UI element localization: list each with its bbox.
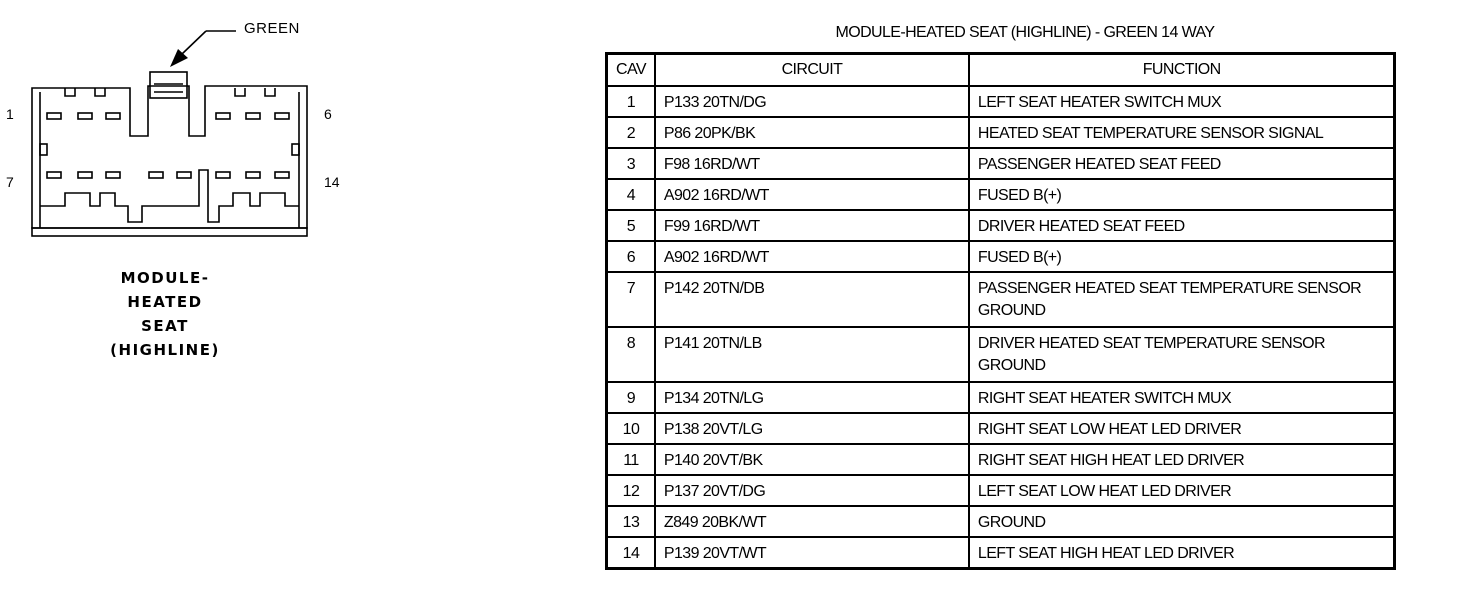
cell-function: LEFT SEAT HEATER SWITCH MUX <box>969 86 1395 117</box>
table-row <box>607 506 1395 537</box>
table-row <box>607 327 1395 382</box>
table-row <box>607 475 1395 506</box>
pin-label-bottom-right: 14 <box>324 174 340 190</box>
cell-cav: 6 <box>607 241 655 272</box>
cell-function: DRIVER HEATED SEAT FEED <box>969 210 1395 241</box>
table-row <box>607 148 1395 179</box>
cell-circuit: P86 20PK/BK <box>655 117 969 148</box>
cell-function: PASSENGER HEATED SEAT FEED <box>969 148 1395 179</box>
cell-cav: 12 <box>607 475 655 506</box>
cell-circuit: F98 16RD/WT <box>655 148 969 179</box>
cell-cav: 13 <box>607 506 655 537</box>
cell-circuit: F99 16RD/WT <box>655 210 969 241</box>
table-row <box>607 179 1395 210</box>
cell-function: LEFT SEAT LOW HEAT LED DRIVER <box>969 475 1395 506</box>
header-function: FUNCTION <box>969 54 1395 87</box>
connector-latch <box>150 72 187 98</box>
table-row <box>607 444 1395 475</box>
pin-label-top-right: 6 <box>324 106 332 122</box>
cell-cav: 9 <box>607 382 655 413</box>
pin-label-bottom-left: 7 <box>6 174 14 190</box>
cell-cav: 8 <box>607 327 655 382</box>
pin-label-top-left: 1 <box>6 106 14 122</box>
cell-function: RIGHT SEAT HIGH HEAT LED DRIVER <box>969 444 1395 475</box>
cell-circuit: P142 20TN/DB <box>655 272 969 327</box>
cell-function: GROUND <box>969 506 1395 537</box>
connector-face-diagram <box>0 0 360 260</box>
cell-circuit: A902 16RD/WT <box>655 241 969 272</box>
cell-function: RIGHT SEAT HEATER SWITCH MUX <box>969 382 1395 413</box>
table-row <box>607 272 1395 327</box>
cell-cav: 11 <box>607 444 655 475</box>
table-row <box>607 117 1395 148</box>
cell-circuit: P141 20TN/LB <box>655 327 969 382</box>
module-caption-line: (HIGHLINE) <box>110 341 220 359</box>
header-circuit: CIRCUIT <box>655 54 969 87</box>
cell-function: HEATED SEAT TEMPERATURE SENSOR SIGNAL <box>969 117 1395 148</box>
table-row <box>607 86 1395 117</box>
table-row <box>607 537 1395 569</box>
cell-cav: 10 <box>607 413 655 444</box>
table-row <box>607 413 1395 444</box>
module-caption <box>90 266 240 362</box>
cell-function: PASSENGER HEATED SEAT TEMPERATURE SENSOR GROUND <box>969 272 1395 327</box>
cell-circuit: P139 20VT/WT <box>655 537 969 569</box>
table-row <box>607 241 1395 272</box>
table-title: MODULE-HEATED SEAT (HIGHLINE) - GREEN 14 WAY <box>835 24 1215 41</box>
module-caption-line: MODULE- <box>120 269 210 287</box>
cell-cav: 7 <box>607 272 655 327</box>
cell-cav: 5 <box>607 210 655 241</box>
cell-cav: 14 <box>607 537 655 569</box>
module-caption-line: SEAT <box>141 317 189 335</box>
cell-circuit: Z849 20BK/WT <box>655 506 969 537</box>
cell-cav: 4 <box>607 179 655 210</box>
cell-cav: 2 <box>607 117 655 148</box>
header-cav: CAV <box>607 54 655 87</box>
cell-function: RIGHT SEAT LOW HEAT LED DRIVER <box>969 413 1395 444</box>
cell-circuit: P137 20VT/DG <box>655 475 969 506</box>
cell-circuit: A902 16RD/WT <box>655 179 969 210</box>
cell-cav: 1 <box>607 86 655 117</box>
connector-base <box>32 228 307 236</box>
cell-cav: 3 <box>607 148 655 179</box>
cell-function: FUSED B(+) <box>969 241 1395 272</box>
table-header-row <box>607 54 1395 87</box>
cell-circuit: P133 20TN/DG <box>655 86 969 117</box>
cell-function: DRIVER HEATED SEAT TEMPERATURE SENSOR GROUND <box>969 327 1395 382</box>
cell-circuit: P134 20TN/LG <box>655 382 969 413</box>
table-row <box>607 382 1395 413</box>
cell-circuit: P140 20VT/BK <box>655 444 969 475</box>
cell-circuit: P138 20VT/LG <box>655 413 969 444</box>
pinout-table <box>605 52 1396 570</box>
module-caption-line: HEATED <box>127 293 203 311</box>
cell-function: LEFT SEAT HIGH HEAT LED DRIVER <box>969 537 1395 569</box>
table-row <box>607 210 1395 241</box>
cell-function: FUSED B(+) <box>969 179 1395 210</box>
callout-label: GREEN <box>244 20 300 37</box>
